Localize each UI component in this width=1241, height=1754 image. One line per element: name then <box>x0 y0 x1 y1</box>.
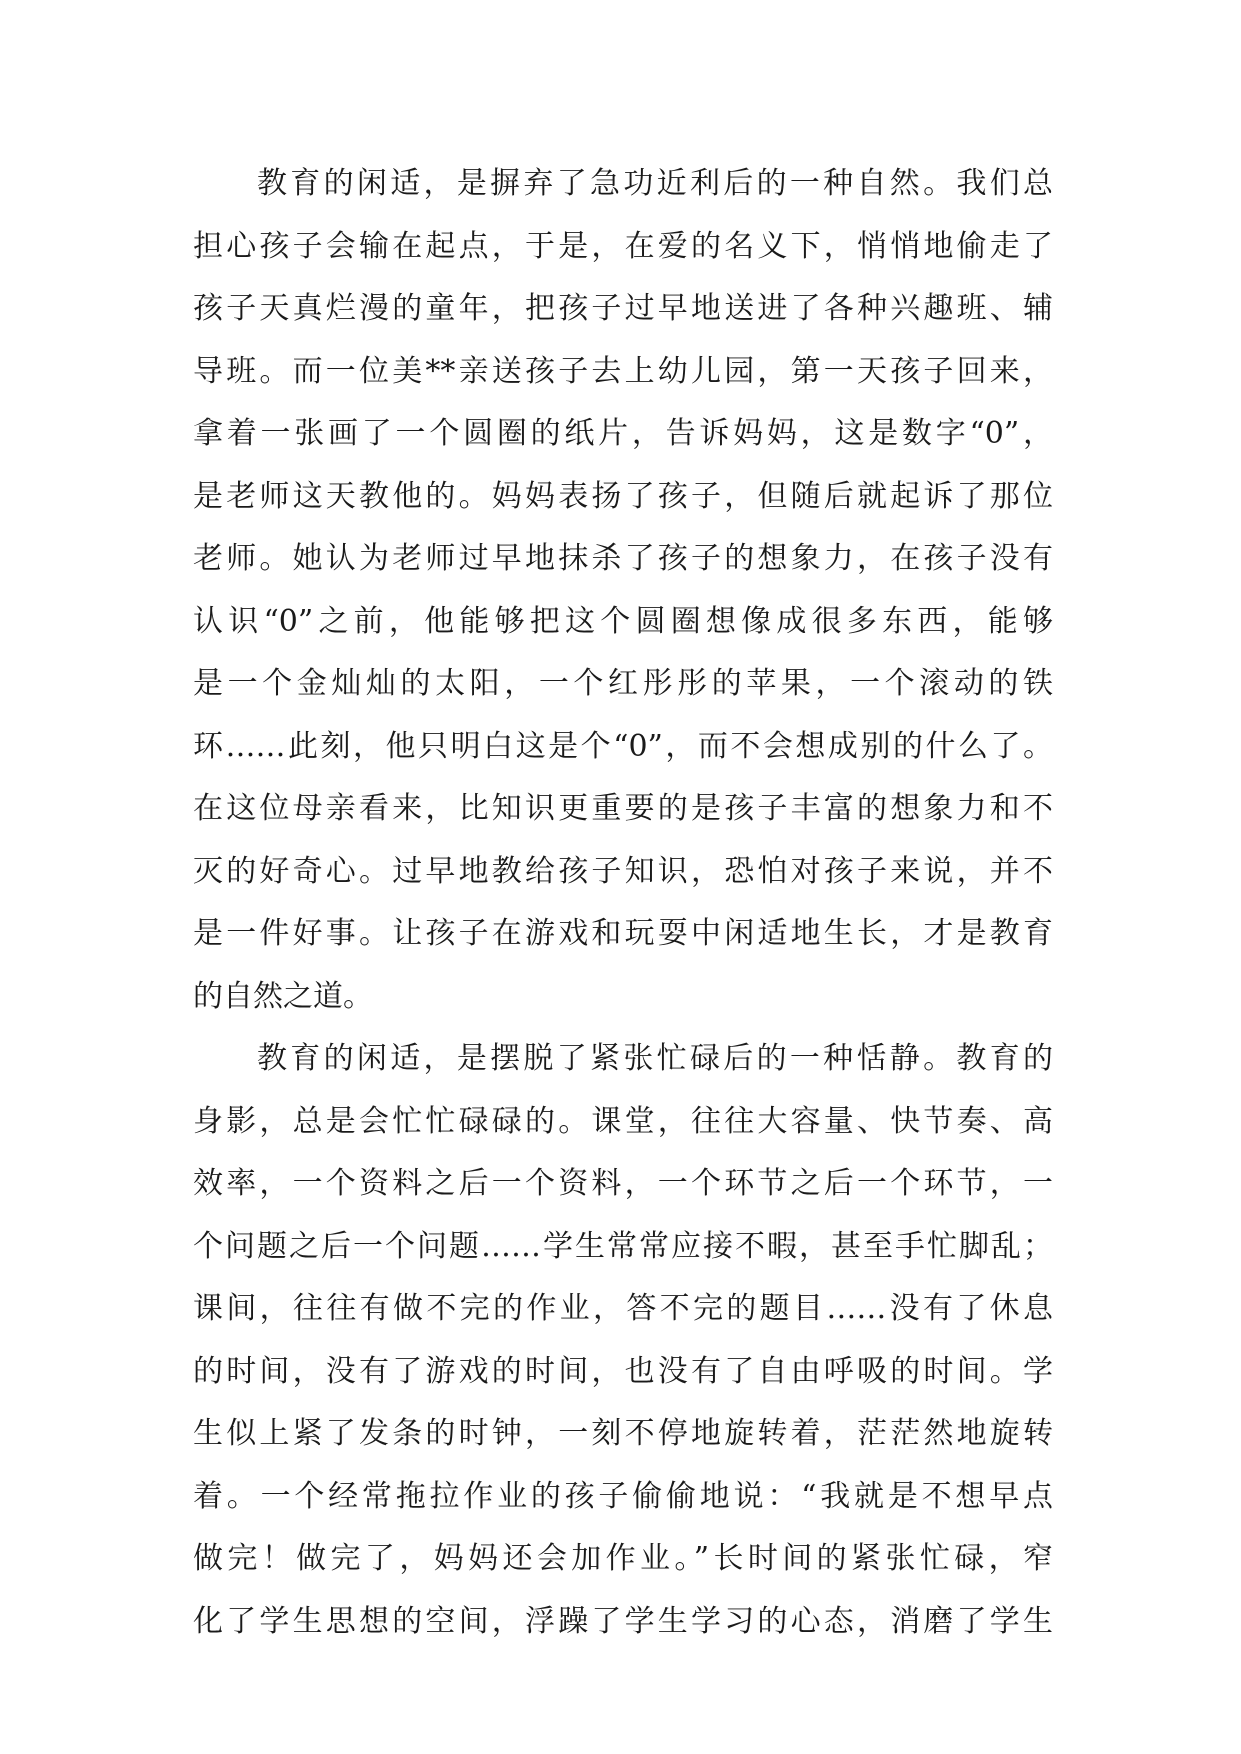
text-line: 个问题之后一个问题……学生常常应接不暇，甚至手忙脚乱； <box>193 1228 1053 1264</box>
text-line: 是一个金灿灿的太阳，一个红彤彤的苹果，一个滚动的铁 <box>193 666 1053 701</box>
text-line: 灭的好奇心。过早地教给孩子知识，恐怕对孩子来说，并不 <box>193 853 1053 889</box>
paragraph-1 <box>193 162 1053 1037</box>
text-line: 的时间，没有了游戏的时间，也没有了自由呼吸的时间。学 <box>193 1353 1053 1389</box>
text-line: 在这位母亲看来，比知识更重要的是孩子丰富的想象力和不 <box>193 791 1053 826</box>
text-line: 孩子天真烂漫的童年，把孩子过早地送进了各种兴趣班、辅 <box>193 291 1053 326</box>
text-line: 的自然之道。 <box>193 978 373 1014</box>
text-line: 是老师这天教他的。妈妈表扬了孩子，但随后就起诉了那位 <box>193 478 1053 514</box>
text-line: 效率，一个资料之后一个资料，一个环节之后一个环节，一 <box>193 1166 1053 1201</box>
text-line: 生似上紧了发条的时钟，一刻不停地旋转着，茫茫然地旋转 <box>193 1416 1053 1451</box>
text-line: 做完！做完了，妈妈还会加作业。”长时间的紧张忙碌，窄 <box>193 1541 1053 1576</box>
text-line: 担心孩子会输在起点，于是，在爱的名义下，悄悄地偷走了 <box>193 228 1053 264</box>
text-line: 环……此刻，他只明白这是个“0”，而不会想成别的什么了。 <box>193 728 1053 764</box>
body-text <box>193 162 1053 1662</box>
text-line: 老师。她认为老师过早地抹杀了孩子的想象力，在孩子没有 <box>193 541 1053 576</box>
text-line: 着。一个经常拖拉作业的孩子偷偷地说：“我就是不想早点 <box>193 1478 1053 1514</box>
text-line: 是一件好事。让孩子在游戏和玩耍中闲适地生长，才是教育 <box>193 916 1053 951</box>
text-line: 拿着一张画了一个圆圈的纸片，告诉妈妈，这是数字“0”， <box>193 416 1053 451</box>
text-line: 教育的闲适，是摒弃了急功近利后的一种自然。我们总 <box>257 166 1053 201</box>
text-line: 身影，总是会忙忙碌碌的。课堂，往往大容量、快节奏、高 <box>193 1103 1053 1139</box>
text-line: 认识“0”之前，他能够把这个圆圈想像成很多东西，能够 <box>193 603 1053 639</box>
text-line: 化了学生思想的空间，浮躁了学生学习的心态，消磨了学生 <box>193 1603 1053 1639</box>
text-line: 课间，往往有做不完的作业，答不完的题目……没有了休息 <box>193 1291 1053 1326</box>
text-line: 导班。而一位美**亲送孩子去上幼儿园，第一天孩子回来， <box>193 353 1053 389</box>
text-line: 教育的闲适，是摆脱了紧张忙碌后的一种恬静。教育的 <box>257 1041 1053 1076</box>
paragraph-2 <box>193 1037 1053 1662</box>
